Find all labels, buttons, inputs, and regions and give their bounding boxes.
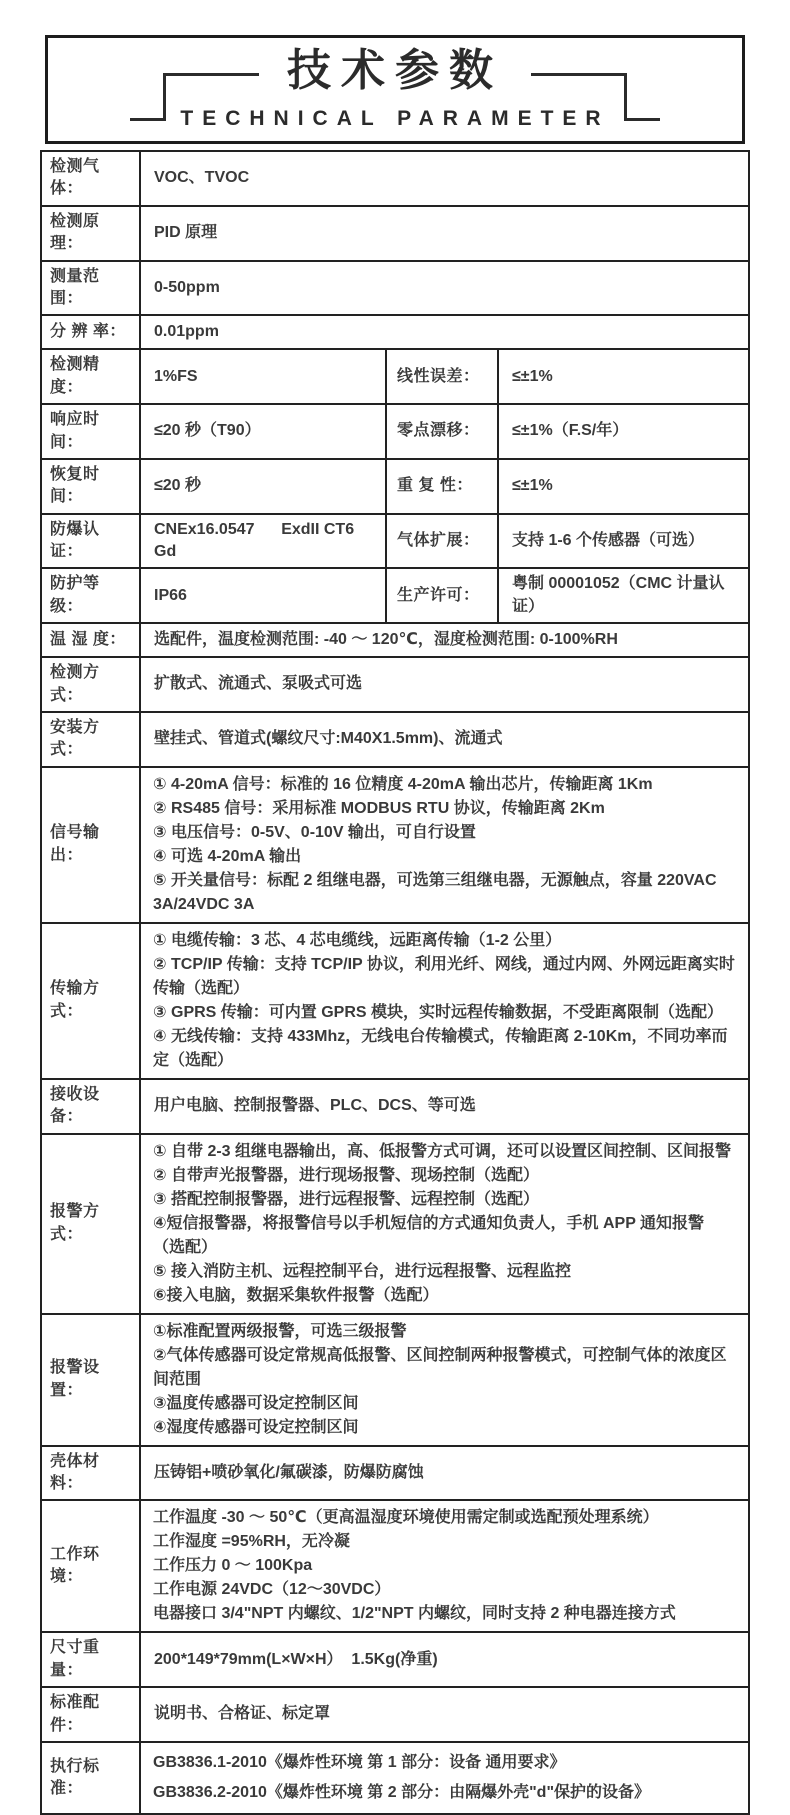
page-subtitle: TECHNICAL PARAMETER	[180, 107, 610, 130]
row-value: ≤20 秒（T90）	[139, 405, 385, 458]
table-row	[42, 711, 748, 766]
row-line: ① 电缆传输：3 芯、4 芯电缆线，远距离传输（1-2 公里）	[153, 931, 562, 949]
spec-sheet	[0, 35, 790, 1815]
row-label: 执行标准：	[50, 1757, 100, 1797]
row-value: 选配件，温度检测范围: -40 ～ 120℃，湿度检测范围: 0-100%RH	[139, 624, 748, 656]
row-label: 气体扩展：	[385, 515, 497, 568]
row-value: VOC、TVOC	[139, 152, 748, 205]
table-row	[42, 403, 748, 458]
row-label: 恢复时间：	[50, 465, 100, 506]
row-label: 报警设置：	[50, 1359, 100, 1399]
row-value: CNEx16.0547 ExdII CT6 Gd	[139, 515, 385, 568]
row-line: ⑤ 接入消防主机、远程控制平台，进行远程报警、远程监控	[153, 1262, 571, 1280]
row-line: ①标准配置两级报警，可选三级报警	[153, 1322, 407, 1340]
row-label: 线性误差：	[385, 350, 497, 403]
table-row	[42, 922, 748, 1078]
row-line: 工作电源 24VDC（12～30VDC）	[153, 1581, 391, 1599]
row-value: 粤制 00001052（CMC 计量认证）	[497, 569, 748, 622]
row-value: ≤±1%	[497, 350, 748, 403]
table-row	[42, 1313, 748, 1445]
row-value: ≤±1%	[497, 460, 748, 513]
row-value: 说明书、合格证、标定罩	[139, 1688, 748, 1741]
row-label: 生产许可：	[385, 569, 497, 622]
row-label: 检测方式：	[50, 664, 100, 704]
table-row	[42, 1631, 748, 1686]
row-line: ③ 搭配控制报警器，进行远程报警、远程控制（选配）	[153, 1190, 539, 1208]
row-value: 用户电脑、控制报警器、PLC、DCS、等可选	[139, 1080, 748, 1133]
table-row	[42, 766, 748, 922]
row-line: 工作温度 -30 ～ 50℃（更高温湿度环境使用需定制或选配预处理系统）	[153, 1509, 659, 1527]
row-value	[139, 768, 748, 922]
row-line: ③ GPRS 传输：可内置 GPRS 模块，实时远程传输数据，不受距离限制（选配）	[153, 1003, 724, 1021]
table-row	[42, 458, 748, 513]
row-value: 200*149*79mm(L×W×H） 1.5Kg(净重)	[139, 1633, 748, 1686]
row-label: 安装方式：	[50, 719, 100, 759]
row-value: 1%FS	[139, 350, 385, 403]
row-label: 响应时间：	[50, 411, 100, 451]
row-line: ⑤ 开关量信号：标配 2 组继电器，可选第三组继电器，无源触点，容量 220VAC 3A/24VDC 3A	[153, 871, 717, 913]
row-line: ③ 电压信号：0-5V、0-10V 输出，可自行设置	[153, 823, 476, 841]
row-label: 分 辨 率：	[50, 323, 126, 341]
table-row	[42, 205, 748, 260]
table-row	[42, 513, 748, 568]
table-row	[42, 314, 748, 348]
row-value	[139, 1743, 748, 1813]
row-value: 支持 1-6 个传感器（可选）	[497, 515, 748, 568]
row-line: ① 自带 2-3 组继电器输出，高、低报警方式可调，还可以设置区间控制、区间报警	[153, 1142, 732, 1160]
title-box	[45, 35, 745, 144]
row-value: IP66	[139, 569, 385, 622]
row-label: 重 复 性：	[385, 460, 497, 513]
row-line: ⑥接入电脑，数据采集软件报警（选配）	[153, 1286, 439, 1304]
row-value: 壁挂式、管道式(螺纹尺寸:M40X1.5mm)、流通式	[139, 713, 748, 766]
row-value: ≤±1%（F.S/年）	[497, 405, 748, 458]
row-line: ② 自带声光报警器，进行现场报警、现场控制（选配）	[153, 1166, 539, 1184]
table-row	[42, 152, 748, 205]
spec-table	[40, 150, 750, 1815]
row-label: 信号输出：	[50, 824, 100, 864]
row-value	[139, 924, 748, 1078]
subtitle-line	[48, 107, 742, 131]
table-row	[42, 1078, 748, 1133]
table-row	[42, 1445, 748, 1500]
row-line: ④短信报警器，将报警信号以手机短信的方式通知负责人，手机 APP 通知报警（选配）	[153, 1214, 705, 1256]
row-line: ② RS485 信号：采用标准 MODBUS RTU 协议，传输距离 2Km	[153, 799, 605, 817]
row-line: ③温度传感器可设定控制区间	[153, 1394, 359, 1412]
table-row	[42, 1499, 748, 1631]
row-line: 工作压力 0 ～ 100Kpa	[153, 1557, 313, 1575]
row-line: ② TCP/IP 传输：支持 TCP/IP 协议，利用光纤、网线，通过内网、外网远距离实时传输（选配）	[153, 955, 735, 997]
table-row	[42, 622, 748, 656]
row-line: GB3836.2-2010《爆炸性环境 第 2 部分：由隔爆外壳"d"保护的设备》	[153, 1783, 651, 1801]
row-value	[139, 1135, 748, 1313]
row-value: ≤20 秒	[139, 460, 385, 513]
row-label: 防爆认证：	[50, 520, 100, 561]
row-line: ④ 无线传输：支持 433Mhz，无线电台传输模式，传输距离 2-10Km，不同功率而定（选配）	[153, 1027, 728, 1069]
table-row	[42, 260, 748, 315]
row-value: 0.01ppm	[139, 316, 748, 348]
row-label: 报警方式：	[50, 1203, 100, 1243]
row-label: 检测原理：	[50, 212, 100, 253]
row-label: 尺寸重量：	[50, 1639, 100, 1679]
row-line: GB3836.1-2010《爆炸性环境 第 1 部分：设备 通用要求》	[153, 1753, 566, 1771]
page-title: 技术参数	[287, 46, 503, 95]
table-row	[42, 567, 748, 622]
table-row	[42, 348, 748, 403]
row-label: 检测精度：	[50, 356, 100, 396]
row-value	[139, 1501, 748, 1631]
row-label: 零点漂移：	[385, 405, 497, 458]
subtitle-dash-left-icon	[130, 118, 166, 121]
row-line: 工作湿度 =95%RH，无冷凝	[153, 1533, 350, 1551]
row-line: ① 4-20mA 信号：标准的 16 位精度 4-20mA 输出芯片，传输距离 1Km	[153, 775, 653, 793]
row-label: 防护等级：	[50, 575, 100, 615]
row-label: 工作环境：	[50, 1545, 100, 1586]
row-value	[139, 1315, 748, 1445]
row-value: 0-50ppm	[139, 262, 748, 315]
row-label: 接收设备：	[50, 1085, 100, 1126]
table-row	[42, 1133, 748, 1313]
row-value: 压铸铝+喷砂氧化/氟碳漆，防爆防腐蚀	[139, 1447, 748, 1500]
row-line: ④ 可选 4-20mA 输出	[153, 847, 302, 865]
row-label: 检测气体：	[50, 158, 100, 198]
row-label: 温 湿 度：	[50, 631, 126, 649]
table-row	[42, 656, 748, 711]
row-label: 壳体材料：	[50, 1452, 100, 1492]
row-line: ②气体传感器可设定常规高低报警、区间控制两种报警模式，可控制气体的浓度区间范围	[153, 1346, 727, 1388]
row-line: 电器接口 3/4"NPT 内螺纹、1/2"NPT 内螺纹，同时支持 2 种电器连接方式	[153, 1605, 676, 1623]
row-value: 扩散式、流通式、泵吸式可选	[139, 658, 748, 711]
table-row	[42, 1686, 748, 1741]
row-label: 测量范围：	[50, 267, 100, 307]
row-line: ④湿度传感器可设定控制区间	[153, 1418, 359, 1436]
row-label: 传输方式：	[50, 980, 100, 1020]
row-value: PID 原理	[139, 207, 748, 260]
subtitle-dash-right-icon	[624, 118, 660, 121]
table-row	[42, 1741, 748, 1813]
row-label: 标准配件：	[50, 1694, 100, 1734]
